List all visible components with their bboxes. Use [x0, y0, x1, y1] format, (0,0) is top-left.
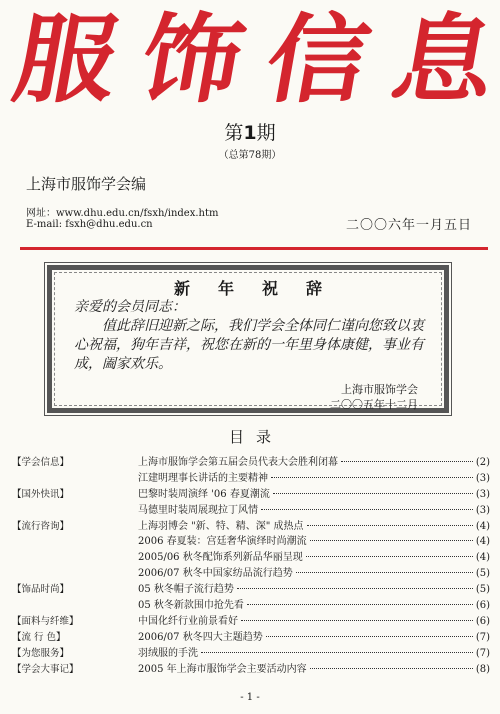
toc-entry-title: 2005/06 秋冬配饰系列新品华丽呈现: [138, 552, 303, 564]
toc-section: 【饰品时尚】: [12, 584, 70, 596]
greeting-text: [74, 298, 434, 374]
toc-entry: [138, 630, 490, 646]
toc-entry: [138, 646, 490, 662]
toc-row[interactable]: [12, 646, 490, 662]
toc-entry-title: 05 秋冬帽子流行趋势: [138, 584, 234, 596]
toc-entry: [138, 566, 490, 582]
masthead-char-2: 饰: [131, 3, 249, 116]
toc-leader-dots: [307, 525, 473, 526]
greeting-salutation: 亲爱的会员同志：: [74, 299, 186, 315]
toc-entry: [138, 614, 490, 630]
toc-leader-dots: [341, 461, 473, 462]
toc-entry: [138, 471, 490, 487]
toc-entry-title: 2005 年上海市服饰学会主要活动内容: [138, 663, 307, 675]
issue-suffix: 期: [256, 122, 276, 144]
toc-leader-dots: [310, 540, 473, 541]
issue-prefix: 第: [224, 122, 244, 144]
toc-row[interactable]: [12, 662, 490, 678]
email-link[interactable]: E-mail: fsxh@dhu.edu.cn: [26, 219, 153, 230]
toc-leader-dots: [310, 668, 473, 669]
toc-row[interactable]: [12, 503, 490, 519]
toc-entry-page: (6): [475, 600, 490, 612]
greeting-box: [47, 265, 449, 413]
toc-entry-title: 江建明理事长讲话的主要精神: [138, 472, 268, 484]
table-of-contents: [12, 455, 490, 677]
toc-section: 【流行咨询】: [12, 520, 70, 532]
toc-leader-dots: [273, 493, 473, 494]
toc-entry-page: (3): [475, 504, 490, 516]
toc-entry: [138, 598, 490, 614]
toc-leader-dots: [241, 620, 473, 621]
toc-section: 【学会信息】: [12, 457, 70, 468]
issue-total: （总第78期）: [218, 150, 282, 161]
greeting-body: 值此辞旧迎新之际，我们学会全体同仁谨向您致以衷心祝福，狗年吉祥，祝您在新的一年里身体康健，事业有成，阖家欢乐。: [74, 318, 424, 372]
toc-entry-title: 05 秋冬新款围巾抢先看: [138, 600, 244, 612]
toc-row[interactable]: [12, 471, 490, 487]
toc-entry-page: (4): [475, 520, 490, 532]
toc-row[interactable]: [12, 487, 490, 503]
header-divider: [20, 247, 488, 250]
website-link[interactable]: 网址：www.dhu.edu.cn/fsxh/index.htm: [26, 208, 219, 219]
toc-leader-dots: [201, 652, 473, 653]
toc-leader-dots: [266, 636, 473, 637]
greeting-date: 二〇〇五年十二月: [330, 398, 418, 411]
toc-section: 【流 行 色】: [12, 631, 66, 643]
toc-entry-title: 羽绒服的手洗: [138, 647, 198, 659]
toc-entry: [138, 487, 490, 503]
toc-row[interactable]: [12, 534, 490, 550]
toc-entry-page: (7): [475, 631, 490, 643]
toc-section: 【国外快讯】: [12, 488, 70, 500]
toc-entry-page: (4): [475, 536, 490, 548]
issue-date: 二〇〇六年一月五日: [345, 218, 472, 233]
toc-leader-dots: [261, 509, 473, 510]
toc-entry-page: (2): [475, 457, 490, 468]
toc-row[interactable]: [12, 598, 490, 614]
toc-row[interactable]: [12, 630, 490, 646]
toc-entry-title: 巴黎时装周演绎 '06 春夏潮流: [138, 488, 270, 500]
toc-row[interactable]: [12, 455, 490, 471]
toc-entry-page: (4): [475, 552, 490, 564]
greeting-signature: 上海市服饰学会: [341, 383, 418, 396]
toc-entry: [138, 662, 490, 678]
toc-entry: [138, 519, 490, 535]
toc-entry-page: (3): [475, 472, 490, 484]
toc-entry-title: 2006/07 秋冬四大主题趋势: [138, 631, 263, 643]
toc-row[interactable]: [12, 519, 490, 535]
toc-entry: [138, 503, 490, 519]
toc-entry-title: 2006 春夏装：宫廷奢华演绎时尚潮流: [138, 536, 307, 548]
toc-row[interactable]: [12, 550, 490, 566]
masthead-title: [5, 3, 500, 116]
page-number: - 1 -: [240, 692, 260, 703]
toc-entry-title: 马德里时装周展现拉丁风情: [138, 504, 258, 516]
issue-number: [0, 118, 500, 145]
toc-entry-title: 中国化纤行业前景看好: [138, 615, 238, 627]
toc-entry-page: (3): [475, 488, 490, 500]
toc-leader-dots: [247, 604, 473, 605]
greeting-title: 新年祝辞: [173, 279, 350, 298]
masthead-char-4: 息: [383, 3, 500, 116]
toc-entry-title: 上海市服饰学会第五届会员代表大会胜利闭幕: [138, 457, 338, 468]
issue-number-value: 1: [243, 122, 257, 144]
toc-section: 【为您服务】: [12, 647, 70, 659]
toc-row[interactable]: [12, 614, 490, 630]
toc-leader-dots: [306, 556, 473, 557]
toc-entry-page: (7): [475, 647, 490, 659]
toc-entry: [138, 534, 490, 550]
toc-entry-title: 2006/07 秋冬中国家纺品流行趋势: [138, 568, 293, 580]
toc-entry: [138, 455, 490, 471]
toc-entry-page: (6): [475, 615, 490, 627]
masthead-char-1: 服: [5, 3, 123, 116]
toc-entry-page: (5): [475, 584, 490, 596]
toc-leader-dots: [296, 572, 473, 573]
toc-row[interactable]: [12, 566, 490, 582]
masthead-char-3: 信: [257, 3, 375, 116]
publisher: 上海市服饰学会编: [26, 175, 147, 193]
toc-entry-page: (8): [475, 663, 490, 675]
toc-leader-dots: [271, 477, 473, 478]
toc-entry: [138, 550, 490, 566]
toc-section: 【面料与纤维】: [12, 615, 79, 627]
toc-entry-title: 上海羽博会 "新、特、精、深" 成热点: [138, 520, 304, 532]
toc-entry: [138, 582, 490, 598]
toc-row[interactable]: [12, 582, 490, 598]
toc-entry-page: (5): [475, 568, 490, 580]
toc-leader-dots: [237, 588, 473, 589]
toc-section: 【学会大事记】: [12, 663, 79, 675]
toc-title: 目录: [228, 428, 283, 446]
